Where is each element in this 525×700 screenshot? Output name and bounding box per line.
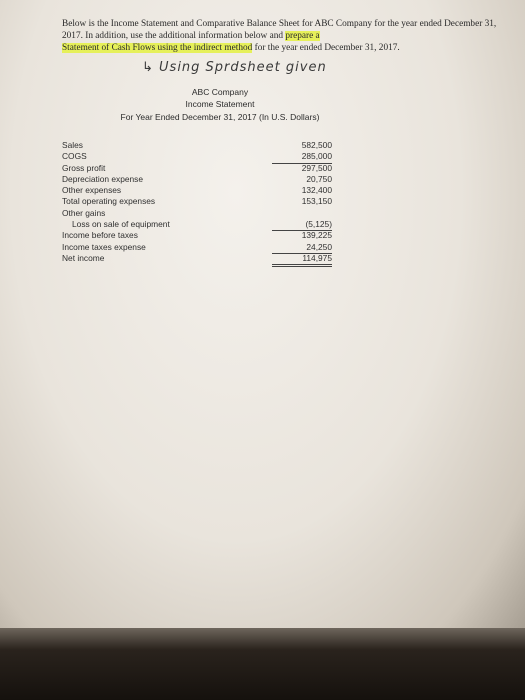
row-label: Loss on sale of equipment	[72, 219, 170, 230]
instructions-text: Below is the Income Statement and Comparative Balance Sheet for ABC Company for the year ended December 31, 2017. In addition, use the additional information below and	[62, 19, 497, 41]
row-value: 153,150	[301, 196, 332, 207]
table-row	[62, 253, 332, 264]
table-row	[62, 196, 332, 207]
row-value: 285,000	[272, 151, 332, 163]
table-row	[62, 230, 332, 241]
row-label: Sales	[62, 140, 83, 150]
statement-period: For Year Ended December 31, 2017 (In U.S. Dollars)	[120, 112, 320, 122]
row-value: 24,250	[272, 242, 332, 254]
table-row	[62, 185, 332, 196]
row-label: Other expenses	[62, 185, 122, 196]
row-label: COGS	[62, 151, 87, 162]
table-row	[62, 151, 332, 162]
row-label: Income taxes expense	[62, 241, 146, 252]
table-row	[62, 140, 332, 151]
row-value: 297,500	[301, 162, 332, 173]
row-label: Total operating expenses	[62, 196, 156, 207]
row-label: Other gains	[62, 207, 106, 218]
table-row	[62, 242, 332, 253]
instructions-paragraph	[62, 18, 502, 54]
table-row	[62, 174, 332, 185]
income-statement-table	[62, 140, 332, 264]
company-name: ABC Company	[191, 87, 249, 97]
row-label: Income before taxes	[62, 230, 138, 241]
row-value: 132,400	[301, 185, 332, 196]
highlighted-text-1: prepare a	[285, 31, 320, 41]
background-surface	[0, 628, 525, 700]
row-value: 20,750	[306, 173, 332, 184]
row-value: 139,225	[301, 230, 332, 241]
table-row	[62, 219, 332, 230]
highlighted-text-2: Statement of Cash Flows using the indirect method	[62, 43, 253, 53]
row-value: (5,125)	[272, 219, 332, 231]
row-label: Net income	[62, 252, 105, 263]
row-label: Gross profit	[62, 162, 106, 173]
table-row	[62, 208, 332, 219]
handwritten-note: ↳ Using Sprdsheet given	[142, 60, 327, 75]
instructions-text-end: for the year ended December 31, 2017.	[254, 43, 400, 53]
statement-title: Income Statement	[185, 99, 255, 109]
table-row	[62, 163, 332, 174]
row-value: 582,500	[301, 140, 332, 150]
row-value: 114,975	[272, 253, 332, 267]
row-label: Depreciation expense	[62, 173, 144, 184]
